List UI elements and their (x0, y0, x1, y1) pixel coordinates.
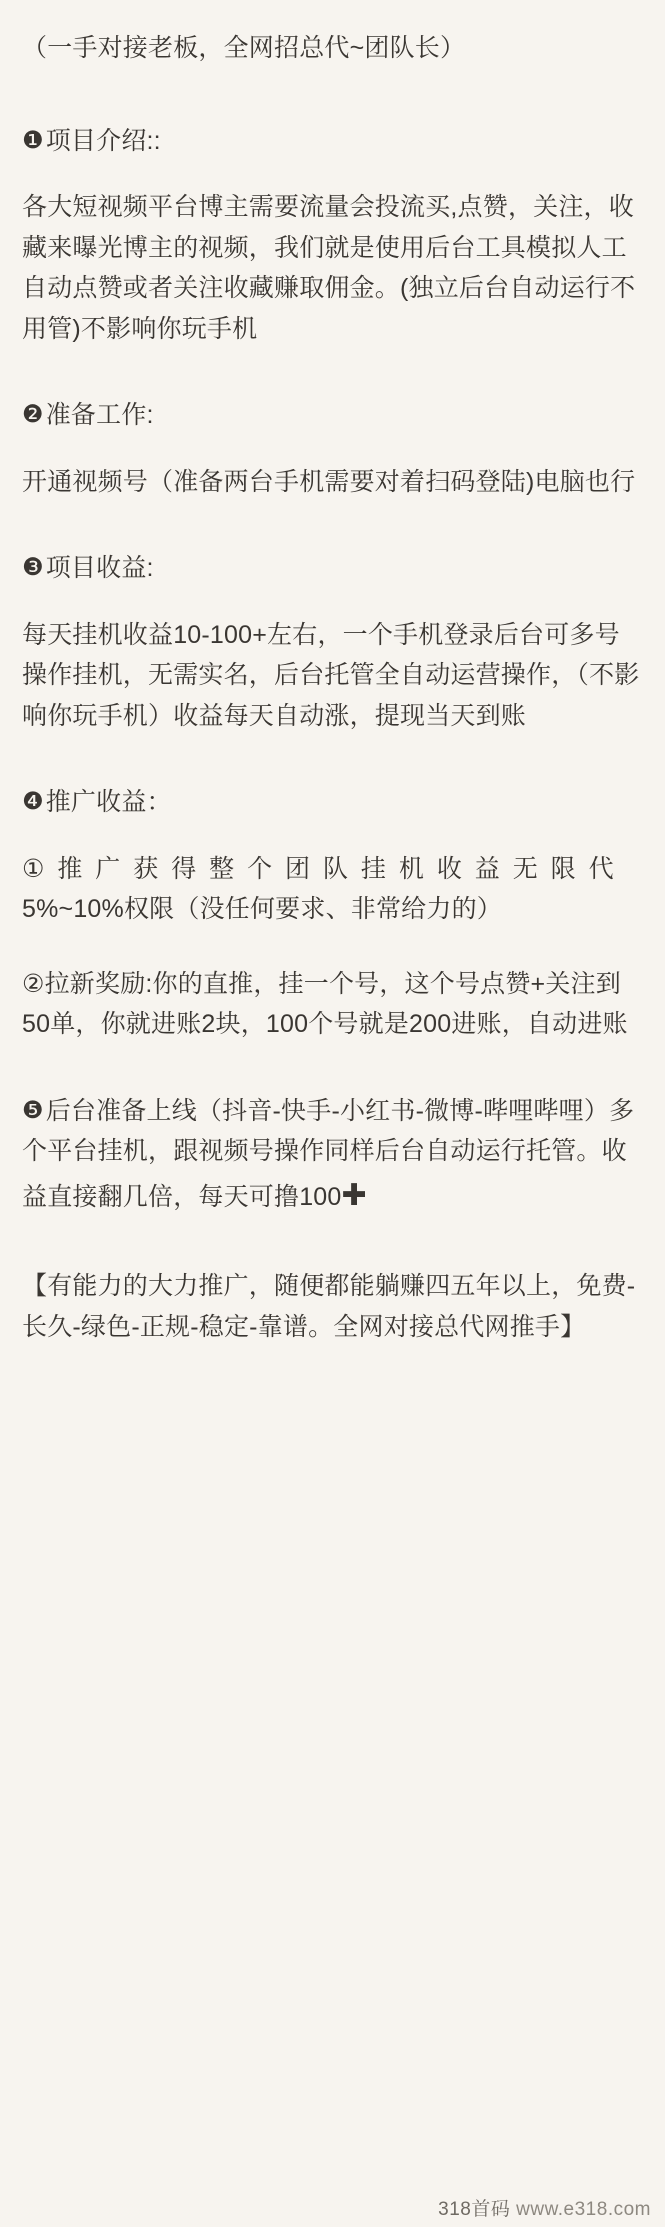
section-1-body: 各大短视频平台博主需要流量会投流买,点赞，关注，收藏来曝光博主的视频，我们就是使用后台工具模拟人工自动点赞或者关注收藏赚取佣金。(独立后台自动运行不用管)不影响你玩手机 (22, 193, 636, 343)
section-2-body: 开通视频号（准备两台手机需要对着扫码登陆)电脑也行 (22, 467, 636, 496)
section-4-item-1-line-2: 5%~10%权限（没任何要求、非常给力的） (22, 895, 502, 923)
section-3-heading (22, 548, 643, 589)
section-2-heading (22, 395, 643, 436)
section-4-item-2: ②拉新奖励:你的直推，挂一个号，这个号点赞+关注到50单，你就进账2块，100个号就是200进账，自动进账 (22, 969, 628, 1038)
section-4-title: 推广收益： (45, 788, 172, 816)
section-1-title: 项目介绍:: (45, 126, 161, 155)
section-1-number: ❶ (22, 126, 44, 154)
lead-paragraph: （一手对接老板，全网招总代~团队长） (22, 34, 466, 62)
watermark-url: www.e318.com (516, 2199, 651, 2220)
closing-paragraph: 【有能力的大力推广，随便都能躺赚四五年以上，免费-长久-绿色-正规-稳定-靠谱。全网对接总代网推手】 (22, 1272, 636, 1341)
section-4-number: ❹ (22, 788, 44, 815)
section-5-title: 后台准备上线（抖音-快手-小红书-微博-哔哩哔哩）多个平台挂机，跟视频号操作同样后台自动运行托管。收益直接翻几倍，每天可撸100 (22, 1096, 635, 1211)
section-1-heading (22, 121, 643, 162)
section-4-item-1-line-1: ① 推 广 获 得 整 个 团 队 挂 机 收 益 无 限 代 (22, 854, 617, 883)
section-3-title: 项目收益: (45, 554, 154, 582)
section-2-title: 准备工作: (45, 401, 154, 429)
section-5-number: ❺ (22, 1096, 44, 1124)
watermark-prefix: 318首码 (438, 2199, 511, 2220)
section-3-body: 每天挂机收益10-100+左右，一个手机登录后台可多号操作挂机，无需实名，后台托管全自动运营操作，（不影响你玩手机）收益每天自动涨，提现当天到账 (22, 620, 640, 730)
document-body (22, 28, 643, 1347)
plus-icon: ✚ (341, 1178, 367, 1212)
section-4-heading (22, 782, 643, 823)
watermark (0, 2194, 665, 2221)
section-4-item-1 (22, 849, 643, 930)
section-2-number: ❷ (22, 401, 44, 428)
section-3-number: ❸ (22, 554, 44, 581)
section-5-body (22, 1091, 643, 1221)
